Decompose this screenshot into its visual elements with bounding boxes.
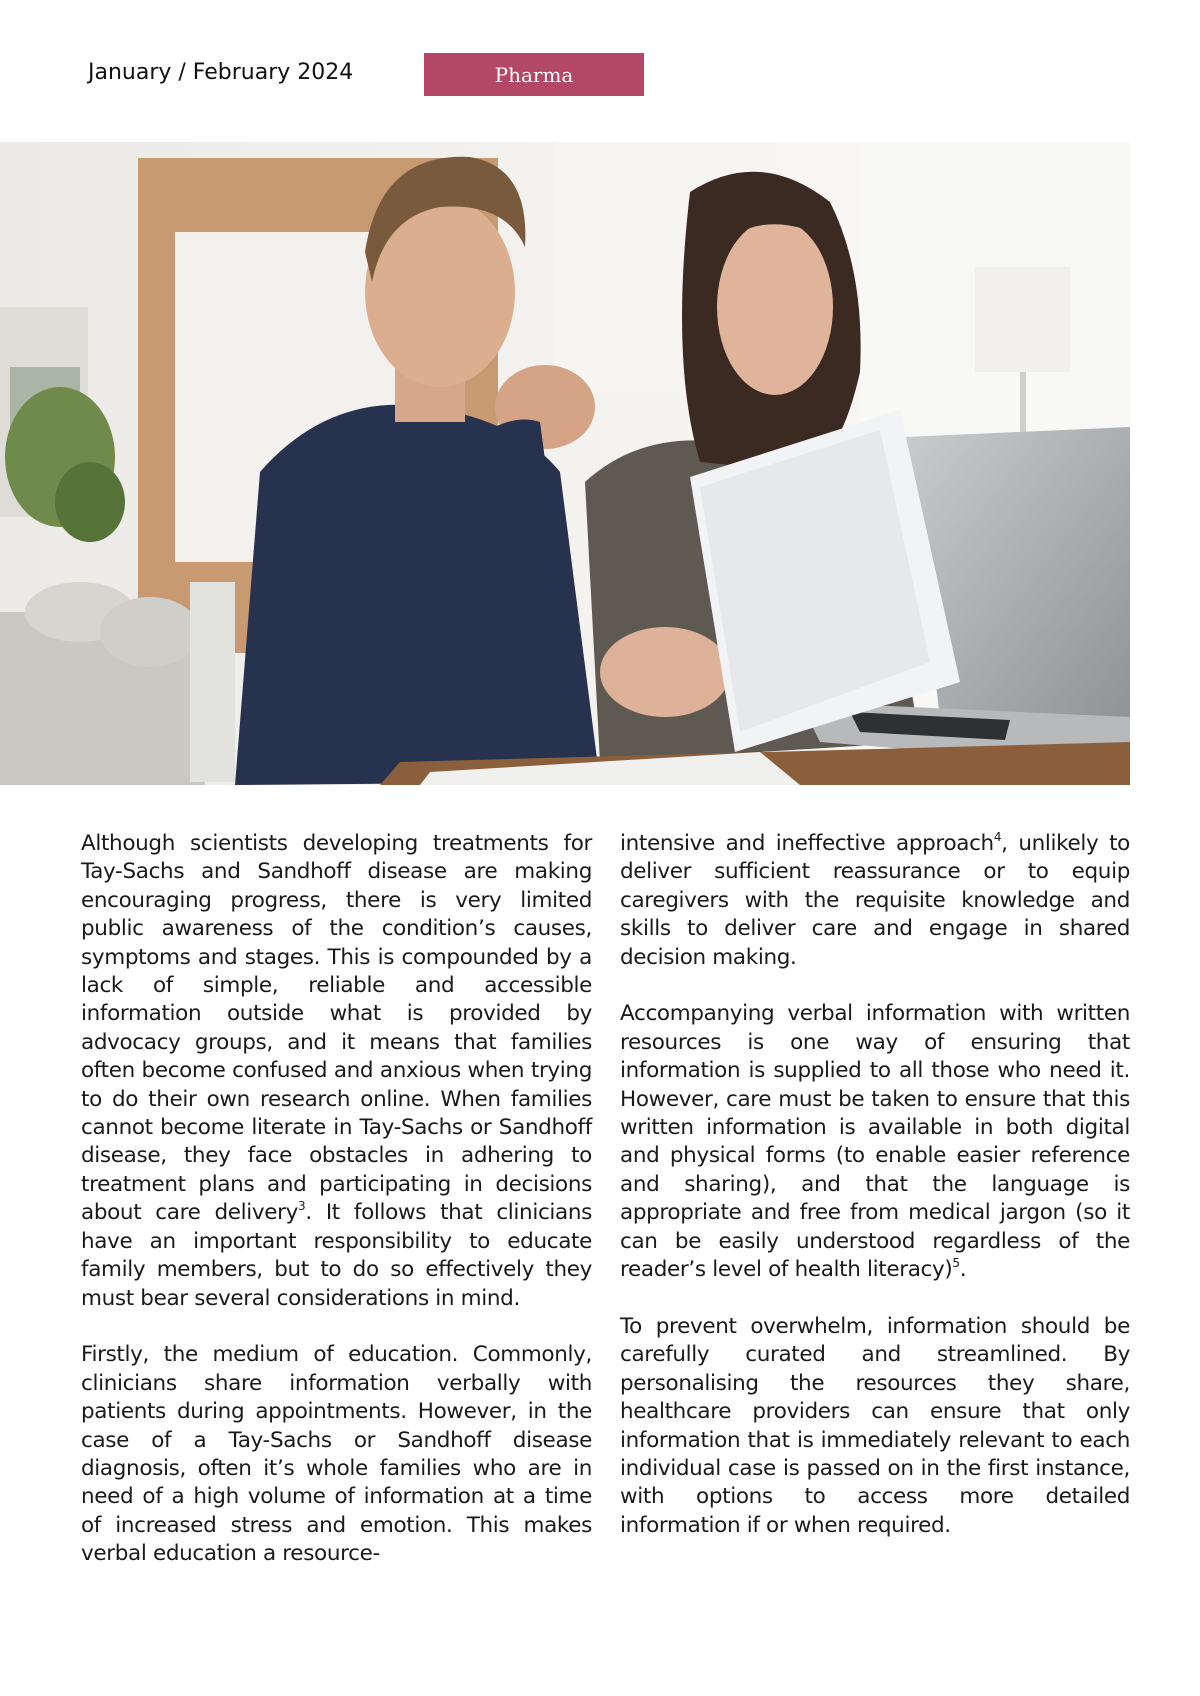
photo-couple-reviewing-documents-icon bbox=[0, 142, 1130, 785]
paragraph: Firstly, the medium of education. Commonly, clinicians share information verbally with patients during appointments. However, in the case of a Tay-Sachs or Sandhoff disease diagnosis, often it’s whole families who are in need of a high volume of information at a time of increased stress and emotion. This makes verbal education a resource- bbox=[81, 1342, 592, 1567]
paragraph bbox=[81, 830, 592, 1313]
paragraph-text: intensive and ineffective approach bbox=[620, 831, 994, 856]
reference-marker: 5 bbox=[952, 1256, 960, 1271]
paragraph-text: , unlikely to deliver sufficient reassurance or to equip caregivers with the requisite knowledge and skills to deliver care and engage in shared decision making. bbox=[620, 831, 1130, 970]
paragraph-text: . bbox=[959, 1257, 967, 1283]
article-left-column bbox=[81, 830, 592, 1597]
paragraph-text: Although scientists developing treatments for Tay-Sachs and Sandhoff disease are making encouraging progress, there is very limited public awareness of the condition’s causes, symptoms and stages. This is compounded by a lack of simple, reliable and accessible information outside what is provided by advocacy groups, and it means that families often become confused and anxious when trying to do their own research online. When families cannot become literate in Tay-Sachs or Sandhoff disease, they face obstacles in adhering to treatment plans and participating in decisions about care delivery bbox=[81, 831, 592, 1226]
reference-marker: 3 bbox=[298, 1199, 306, 1214]
paragraph-text: Accompanying verbal information with written resources is one way of ensuring that information is supplied to all those who need it. However, care must be taken to ensure that this written information is available in both digital and physical forms (to enable easier reference and sharing), and that the language is appropriate and free from medical jargon (so it can be easily understood regardless of the reader’s level of health literacy) bbox=[620, 1001, 1130, 1283]
article-right-column bbox=[620, 830, 1130, 1569]
section-tag bbox=[424, 53, 644, 96]
section-tag-label: Pharma bbox=[494, 62, 574, 87]
reference-marker: 4 bbox=[993, 830, 1002, 844]
paragraph bbox=[620, 1000, 1130, 1284]
paragraph: To prevent overwhelm, information should be carefully curated and streamlined. By personalising the resources they share, healthcare providers can ensure that only information that is immediately relevant to each individual case is passed on in the first instance, with options to access more detailed information if or when required. bbox=[620, 1313, 1130, 1538]
paragraph-text: . It follows that clinicians have an important responsibility to educate family members, but to do so effectively they must bear several considerations in mind. bbox=[81, 1200, 592, 1311]
paragraph bbox=[620, 830, 1130, 972]
issue-date: January / February 2024 bbox=[88, 60, 354, 85]
article-photo bbox=[0, 142, 1130, 785]
